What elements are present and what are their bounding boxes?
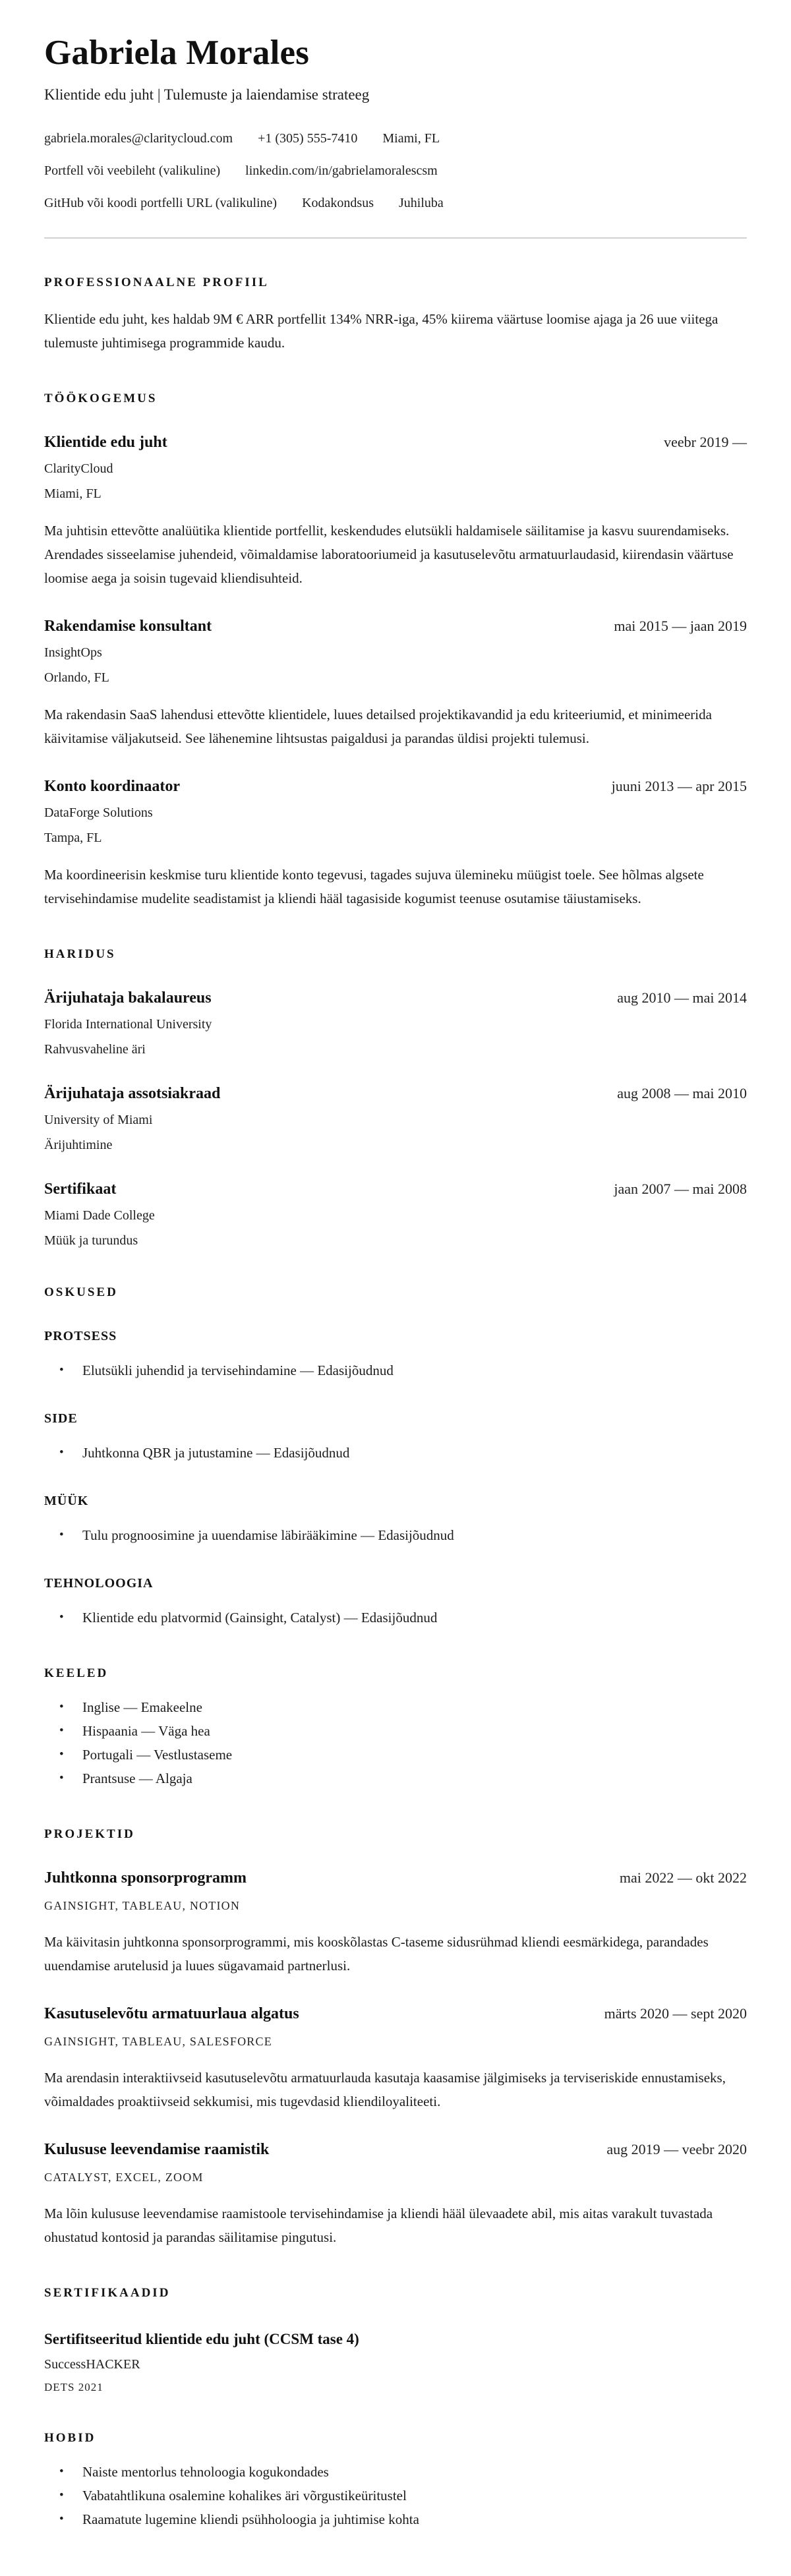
education-title-row — [44, 1181, 747, 1198]
skill-list — [44, 1359, 747, 1382]
experience-title-row — [44, 434, 747, 452]
list-item: • Elutsükli juhendid ja tervisehindamine — Edasijõudnud — [44, 1359, 747, 1382]
job-description: Ma rakendasin SaaS lahendusi ettevõtte klientidele, luues detailsed projektikavandid ja edu kriteeriumid, et minimeerida käivitamise väljakutseid. See lähenemine lihtsustas paigaldusi ja parandas üldisi projekti tulemusi. — [44, 707, 712, 747]
experience-title-row — [44, 618, 747, 635]
job-dates: veebr 2019 — — [664, 434, 747, 451]
project-dates: aug 2019 — veebr 2020 — [606, 2141, 747, 2158]
section-experience — [44, 392, 747, 910]
job-dates: juuni 2013 — apr 2015 — [611, 778, 747, 795]
headline: Klientide edu juht | Tulemuste ja laiendamise strateeg — [44, 86, 370, 103]
job-title: Konto koordinaator — [44, 778, 181, 796]
job-location: Tampa, FL — [44, 831, 102, 846]
list-item: • Hispaania — Väga hea — [44, 1719, 747, 1743]
linkedin-url-text: linkedin.com/in/gabrielamoralescsm — [245, 163, 438, 179]
project-item — [44, 2005, 747, 2113]
experience-section-heading: TÖÖKOGEMUS — [44, 392, 158, 406]
skill-group-heading: SIDE — [44, 1411, 78, 1426]
list-item: • Klientide edu platvormid (Gainsight, Catalyst) — Edasijõudnud — [44, 1606, 747, 1629]
contact-row-3 — [44, 196, 747, 211]
contact-row-1 — [44, 131, 747, 146]
job-location: Orlando, FL — [44, 670, 109, 686]
project-title-row — [44, 1869, 747, 1887]
section-languages — [44, 1666, 747, 1790]
experience-title-row — [44, 778, 747, 796]
education-item — [44, 989, 747, 1057]
education-title-row — [44, 989, 747, 1007]
list-item: • Naiste mentorlus tehnoloogia kogukondades — [44, 2460, 747, 2484]
section-skills — [44, 1285, 747, 1629]
education-title-row — [44, 1085, 747, 1103]
github-placeholder-text: GitHub või koodi portfelli URL (valikuline) — [44, 196, 278, 211]
project-title-row — [44, 2005, 747, 2023]
job-location: Miami, FL — [44, 486, 102, 502]
project-item — [44, 1869, 747, 1977]
email-text: gabriela.morales@claritycloud.com — [44, 131, 233, 146]
degree-title: Sertifikaat — [44, 1181, 117, 1198]
degree-title: Ärijuhataja assotsiakraad — [44, 1085, 221, 1103]
company-name: ClarityCloud — [44, 461, 113, 477]
project-title: Kasutuselevõtu armatuurlaua algatus — [44, 2005, 299, 2023]
list-item: • Raamatute lugemine kliendi psühholoogia ja juhtimise kohta — [44, 2507, 747, 2531]
section-hobbies — [44, 2431, 747, 2531]
field-of-study: Müük ja turundus — [44, 1233, 138, 1248]
project-stack: GAINSIGHT, TABLEAU, NOTION — [44, 1899, 241, 1913]
company-name: InsightOps — [44, 645, 102, 660]
certification-title: Sertifitseeritud klientide edu juht (CCSM tase 4) — [44, 2331, 359, 2348]
project-item — [44, 2141, 747, 2249]
project-title: Juhtkonna sponsorprogramm — [44, 1869, 247, 1887]
project-description: Ma käivitasin juhtkonna sponsorprogrammi, mis kooskõlastas C-taseme sidusrühmad kliendi eesmärkidega, parandades uuendamise arutelusid ja luues sügavamaid partnerlusi. — [44, 1934, 709, 1974]
school-name: University of Miami — [44, 1113, 153, 1128]
school-name: Miami Dade College — [44, 1208, 155, 1223]
project-dates: mai 2022 — okt 2022 — [619, 1869, 747, 1887]
section-education — [44, 947, 747, 1248]
field-of-study: Rahvusvaheline äri — [44, 1042, 146, 1057]
list-item: • Juhtkonna QBR ja jutustamine — Edasijõudnud — [44, 1441, 747, 1465]
experience-item — [44, 778, 747, 910]
portfolio-placeholder-text: Portfell või veebileht (valikuline) — [44, 163, 221, 179]
language-list — [44, 1695, 747, 1790]
experience-item — [44, 618, 747, 750]
skill-list — [44, 1523, 747, 1547]
certifications-section-heading: SERTIFIKAADID — [44, 2286, 171, 2300]
degree-title: Ärijuhataja bakalaureus — [44, 989, 212, 1007]
section-projects — [44, 1827, 747, 2249]
profile-summary: Klientide edu juht, kes haldab 9M € ARR portfellit 134% NRR-iga, 45% kiirema väärtuse loomise ajaga ja 26 uue viitega tulemuste juhtimisega programmide kaudu. — [44, 311, 718, 351]
list-item: • Portugali — Vestlustaseme — [44, 1743, 747, 1767]
list-item: • Tulu prognoosimine ja uuendamise läbirääkimine — Edasijõudnud — [44, 1523, 747, 1547]
project-title-row — [44, 2141, 747, 2159]
list-item: • Prantsuse — Algaja — [44, 1767, 747, 1790]
experience-item — [44, 434, 747, 590]
projects-section-heading: PROJEKTID — [44, 1827, 135, 1842]
project-title: Kulususe leevendamise raamistik — [44, 2141, 270, 2159]
location-text: Miami, FL — [382, 131, 440, 146]
project-description: Ma lõin kulususe leevendamise raamistoole tervisehindamise ja kliendi hääl ülevaadete abil, mis aitas varakult tuvastada ohustatud kontosid ja parandas säilitamise pingutusi. — [44, 2206, 713, 2246]
project-dates: märts 2020 — sept 2020 — [604, 2005, 747, 2022]
job-title: Rakendamise konsultant — [44, 618, 212, 635]
list-item: • Vabatahtlikuna osalemine kohalikes äri võrgustikeüritustel — [44, 2484, 747, 2507]
education-item — [44, 1085, 747, 1153]
job-description: Ma juhtisin ettevõtte analüütika klientide portfellit, keskendudes elutsükli haldamisele säilitamise ja kasvu suurendamiseks. Arendades sisseelamise juhendeid, võimaldamise laboratooriumeid ja kasutuselevõtu armatuurlaudasid, kiirendasin väärtuse loomise aega ja soisin tugevaid kliendisuhteid. — [44, 523, 734, 587]
certification-issuer: SuccessHACKER — [44, 2357, 140, 2372]
languages-section-heading: KEELED — [44, 1666, 109, 1681]
project-description: Ma arendasin interaktiivseid kasutuselevõtu armatuurlauda kasutaja kaasamise jälgimiseks ja terviseriskide ennustamiseks, võimaldades proaktiivseid sekkumisi, mis tugevdasid kliendiloyaliteeti. — [44, 2070, 726, 2110]
section-profile — [44, 276, 747, 355]
skill-list — [44, 1441, 747, 1465]
project-stack: GAINSIGHT, TABLEAU, SALESFORCE — [44, 2035, 272, 2049]
job-dates: mai 2015 — jaan 2019 — [614, 618, 747, 635]
phone-text: +1 (305) 555-7410 — [258, 131, 358, 146]
job-description: Ma koordineerisin keskmise turu klientide konto tegevusi, tagades sujuva ülemineku müügist toele. See hõlmas algsete tervisehindamise mudelite seadistamist ja kliendi hääl tagasiside kogumist teenuse osutamise täiustamiseks. — [44, 867, 704, 907]
contact-block — [44, 131, 747, 211]
education-section-heading: HARIDUS — [44, 947, 116, 962]
header-divider — [44, 237, 747, 239]
skill-group-heading: PROTSESS — [44, 1329, 117, 1344]
drivers-license-label: Juhiluba — [399, 196, 444, 211]
project-stack: CATALYST, EXCEL, ZOOM — [44, 2171, 204, 2184]
education-dates: jaan 2007 — mai 2008 — [614, 1181, 747, 1198]
company-name: DataForge Solutions — [44, 805, 153, 821]
page-title: Gabriela Morales — [44, 34, 310, 72]
citizenship-label: Kodakondsus — [302, 196, 374, 211]
contact-row-2 — [44, 163, 747, 179]
resume-header — [44, 34, 747, 211]
certification-item — [44, 2331, 747, 2394]
list-item: • Inglise — Emakeelne — [44, 1695, 747, 1719]
field-of-study: Ärijuhtimine — [44, 1138, 113, 1153]
school-name: Florida International University — [44, 1017, 212, 1032]
section-certifications — [44, 2286, 747, 2394]
skill-group-heading: MÜÜK — [44, 1494, 89, 1509]
education-dates: aug 2010 — mai 2014 — [617, 989, 747, 1007]
skills-section-heading: OSKUSED — [44, 1285, 118, 1300]
skill-list — [44, 1606, 747, 1629]
education-dates: aug 2008 — mai 2010 — [617, 1085, 747, 1102]
job-title: Klientide edu juht — [44, 434, 167, 452]
hobby-list — [44, 2460, 747, 2531]
profile-section-heading: PROFESSIONAALNE PROFIIL — [44, 276, 269, 290]
hobbies-section-heading: HOBID — [44, 2431, 96, 2445]
certification-date: DETS 2021 — [44, 2381, 103, 2394]
education-item — [44, 1181, 747, 1248]
skill-group-heading: TEHNOLOOGIA — [44, 1576, 154, 1591]
